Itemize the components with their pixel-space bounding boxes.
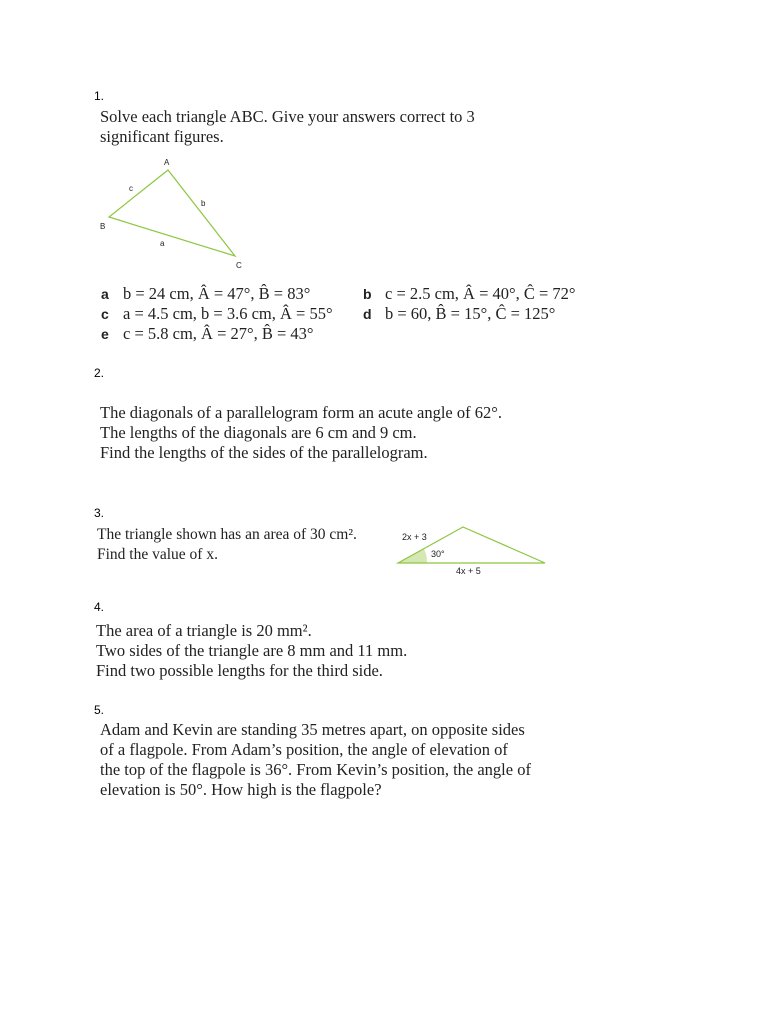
q1-part-text: b = 60, B̂ = 15°, Ĉ = 125° xyxy=(385,304,556,323)
q4-number: 4. xyxy=(94,600,105,614)
q1-part-letter: d xyxy=(363,306,372,322)
q1-label-C: C xyxy=(236,261,242,270)
q2-number: 2. xyxy=(94,366,105,380)
q1-part-text: c = 5.8 cm, Â = 27°, B̂ = 43° xyxy=(123,324,314,343)
q1-part-text: c = 2.5 cm, Â = 40°, Ĉ = 72° xyxy=(385,284,576,303)
q1-number: 1. xyxy=(94,89,105,103)
q1-part-text: a = 4.5 cm, b = 3.6 cm, Â = 55° xyxy=(123,304,333,323)
q4-text-line: Two sides of the triangle are 8 mm and 11 mm. xyxy=(96,641,408,660)
q4-text-line: Find two possible lengths for the third side. xyxy=(96,661,383,680)
q1-part-letter: e xyxy=(101,326,109,342)
q2-text-line: The lengths of the diagonals are 6 cm and 9 cm. xyxy=(100,423,417,442)
q5-text-line: the top of the flagpole is 36°. From Kevin’s position, the angle of xyxy=(100,760,531,779)
q1-label-b: b xyxy=(201,199,206,208)
q3-side-label-left: 2x + 3 xyxy=(402,532,427,542)
q5-text-line: of a flagpole. From Adam’s position, the angle of elevation of xyxy=(100,740,508,759)
q1-label-A: A xyxy=(164,158,170,167)
q3-side-label-bottom: 4x + 5 xyxy=(456,566,481,576)
q4-text xyxy=(96,621,407,681)
q2-text-line: The diagonals of a parallelogram form an acute angle of 62°. xyxy=(100,403,502,422)
q3-text-line: Find the value of x. xyxy=(97,546,218,563)
q5-number: 5. xyxy=(94,703,105,717)
q1-part-text: b = 24 cm, Â = 47°, B̂ = 83° xyxy=(123,284,311,303)
q1-text-line: significant figures. xyxy=(100,127,224,146)
q2-text-line: Find the lengths of the sides of the parallelogram. xyxy=(100,443,428,462)
q3-angle-label: 30° xyxy=(431,549,445,559)
q5-text-line: elevation is 50°. How high is the flagpole? xyxy=(100,780,382,799)
q3-text-line: The triangle shown has an area of 30 cm². xyxy=(97,526,357,543)
q5-text xyxy=(100,720,531,800)
q1-part-letter: a xyxy=(101,286,109,302)
q1-part-letter: b xyxy=(363,286,372,302)
q1-label-B: B xyxy=(100,222,106,231)
q4-text-line: The area of a triangle is 20 mm². xyxy=(96,621,312,640)
q5-text-line: Adam and Kevin are standing 35 metres apart, on opposite sides xyxy=(100,720,525,739)
q1-part-letter: c xyxy=(101,306,109,322)
q3-number: 3. xyxy=(94,506,105,520)
q1-label-c: c xyxy=(129,184,133,193)
q1-label-a: a xyxy=(160,239,165,248)
q1-text-line: Solve each triangle ABC. Give your answers correct to 3 xyxy=(100,107,475,126)
